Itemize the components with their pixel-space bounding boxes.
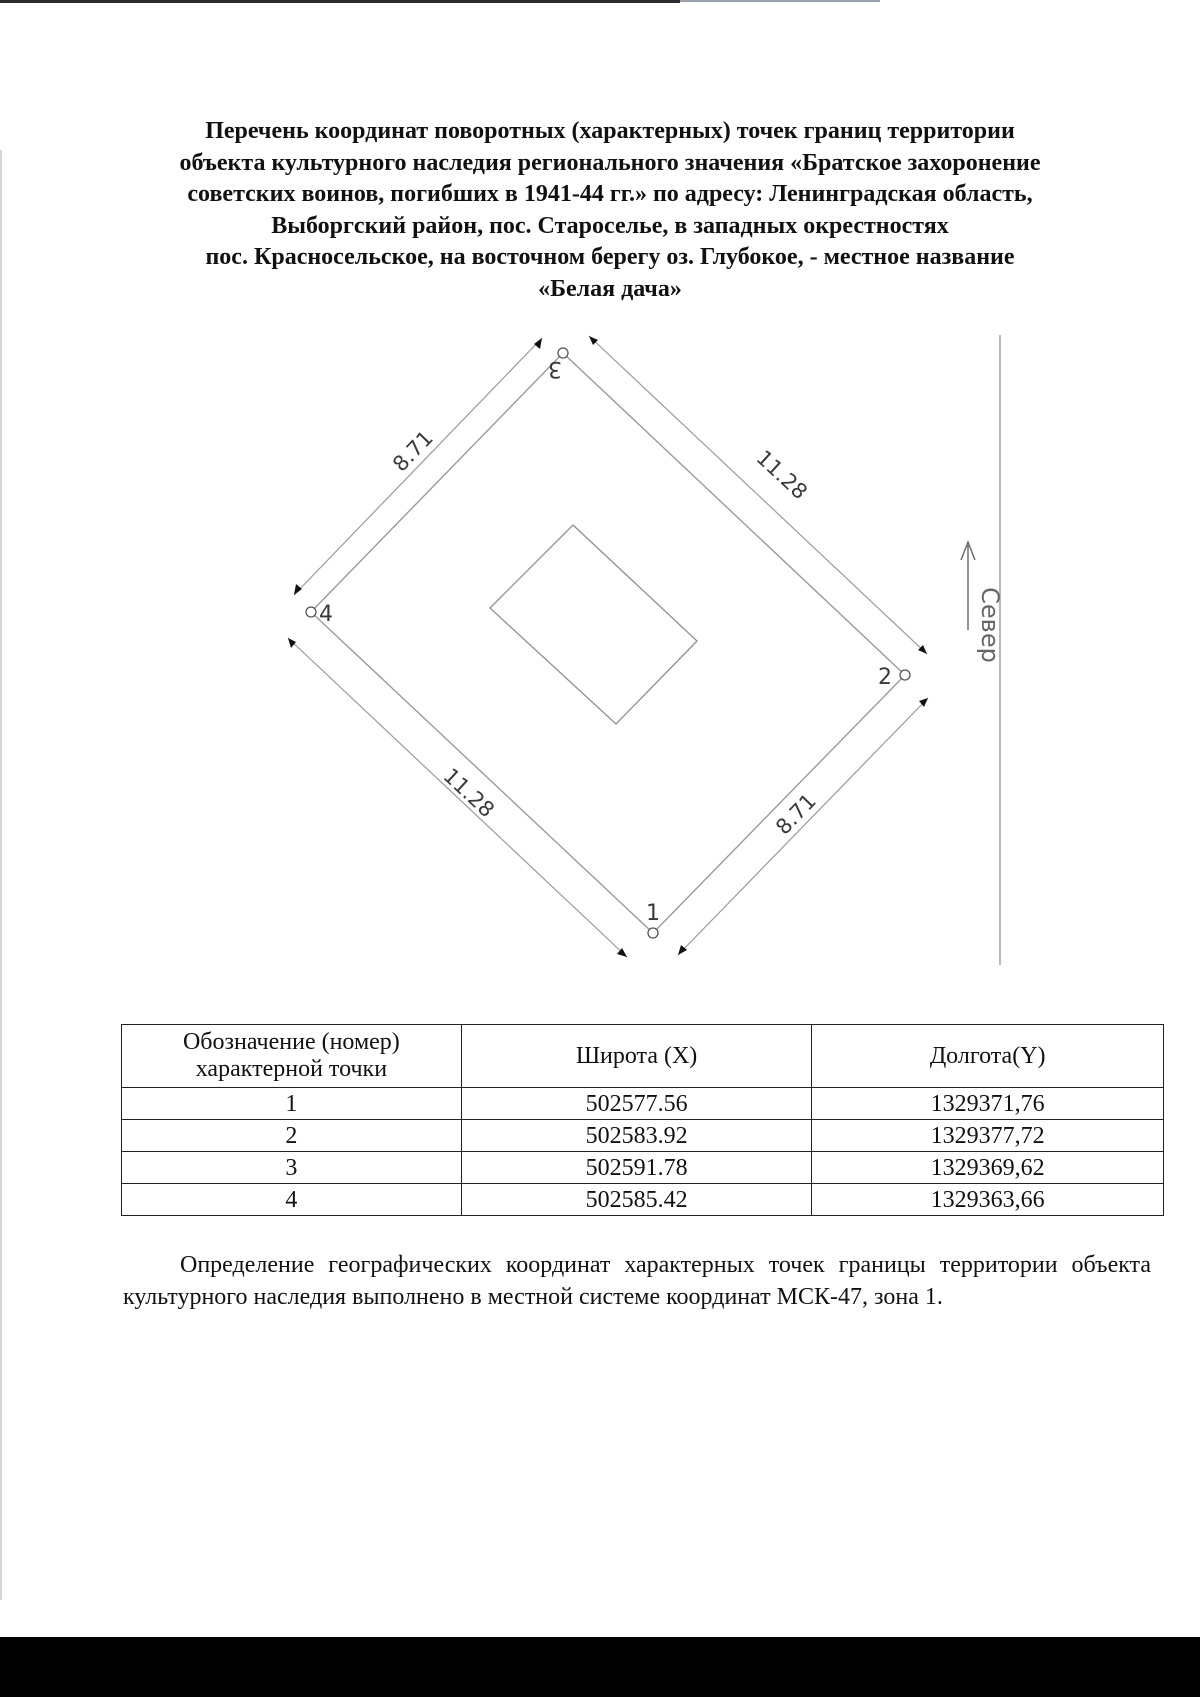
title-line-4: Выборгский район, пос. Староселье, в западных окрестностях [271, 212, 949, 239]
table-row [122, 1184, 1164, 1216]
dim-label-4-1: 11.28 [438, 763, 499, 823]
point-label-1: 1 [646, 901, 660, 926]
boundary-plan-drawing [0, 320, 1200, 980]
dim-label-3-2: 11.28 [751, 445, 812, 505]
coordinates-table [121, 1024, 1164, 1216]
title-line-2: объекта культурного наследия регионального значения «Братское захоронение [179, 149, 1041, 176]
cell-point: 3 [122, 1152, 462, 1184]
cell-x: 502583.92 [461, 1120, 812, 1152]
dimension-line-3-2 [589, 336, 927, 654]
table-header-row [122, 1025, 1164, 1088]
territory-boundary [311, 353, 905, 933]
coordinate-system-note: Определение географических координат характерных точек границы территории объекта культурного наследия выполнено в местной системе координат МСК-47, зона 1. [123, 1252, 1151, 1310]
table-row [122, 1152, 1164, 1184]
cell-point: 2 [122, 1120, 462, 1152]
header-latitude: Широта (X) [461, 1025, 812, 1088]
point-label-4: 4 [319, 602, 333, 627]
cell-x: 502585.42 [461, 1184, 812, 1216]
cell-x: 502577.56 [461, 1088, 812, 1120]
title-line-5: пос. Красносельское, на восточном берегу оз. Глубокое, - местное название [205, 244, 1015, 270]
dimension-arrows [288, 336, 928, 957]
title-line-3: советских воинов, погибших в 1941-44 гг.» по адресу: Ленинградская область, [187, 181, 1033, 207]
cell-point: 4 [122, 1184, 462, 1216]
title-line-1: Перечень координат поворотных (характерных) точек границ территории [205, 118, 1015, 144]
cell-y: 1329363,66 [812, 1184, 1164, 1216]
table-row [122, 1088, 1164, 1120]
dimension-line-4-3 [294, 338, 542, 595]
point-label-3: 3 [548, 356, 562, 381]
dim-label-4-3: 8.71 [388, 425, 438, 477]
cell-y: 1329371,76 [812, 1088, 1164, 1120]
north-arrow-icon [961, 542, 975, 630]
document-title [110, 116, 1110, 305]
cell-x: 502591.78 [461, 1152, 812, 1184]
cell-y: 1329377,72 [812, 1120, 1164, 1152]
table-row [122, 1120, 1164, 1152]
cell-y: 1329369,62 [812, 1152, 1164, 1184]
dim-label-1-2: 8.71 [771, 788, 821, 840]
scan-bottom-band [0, 1637, 1200, 1697]
dimension-line-1-2 [678, 698, 928, 955]
scan-top-edge-light [680, 0, 880, 2]
burial-outline [490, 525, 697, 724]
scan-top-edge [0, 0, 680, 3]
header-longitude: Долгота(Y) [812, 1025, 1164, 1088]
cell-point: 1 [122, 1088, 462, 1120]
header-point: Обозначение (номер) характерной точки [122, 1025, 462, 1088]
point-markers [306, 348, 910, 938]
title-line-6: «Белая дача» [538, 275, 682, 302]
boundary-plan [0, 320, 1200, 980]
point-label-2: 2 [878, 665, 892, 690]
north-label: Север [976, 587, 1004, 663]
